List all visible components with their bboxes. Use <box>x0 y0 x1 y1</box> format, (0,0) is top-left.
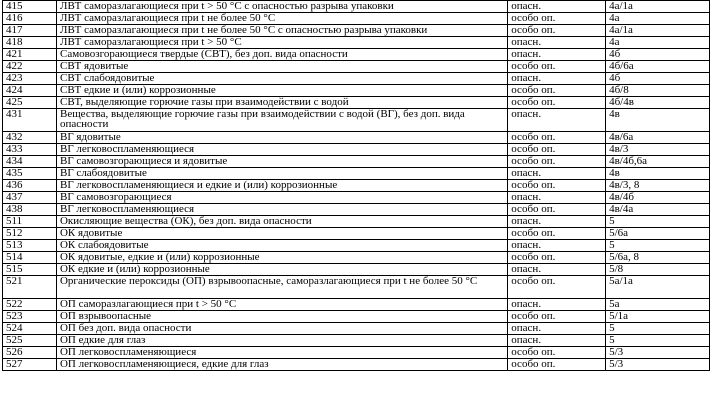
danger-cell: особо оп. <box>508 144 606 156</box>
code-cell: 524 <box>3 323 57 335</box>
danger-cell: опасн. <box>508 192 606 204</box>
table-row <box>3 180 710 192</box>
danger-cell: особо оп. <box>508 85 606 97</box>
name-cell: ВГ самовозгорающиеся и ядовитые <box>56 156 507 168</box>
code-cell: 436 <box>3 180 57 192</box>
table-row <box>3 276 710 299</box>
danger-cell: особо оп. <box>508 97 606 109</box>
table-row <box>3 228 710 240</box>
name-cell: СВТ ядовитые <box>56 61 507 73</box>
table-row <box>3 85 710 97</box>
name-cell: ВГ слабоядовитые <box>56 168 507 180</box>
table-row <box>3 49 710 61</box>
table-row <box>3 132 710 144</box>
name-cell: ОП взрывоопасные <box>56 311 507 323</box>
danger-cell: особо оп. <box>508 132 606 144</box>
danger-cell: особо оп. <box>508 228 606 240</box>
danger-cell: опасн. <box>508 299 606 311</box>
label-cell: 4б/6а <box>606 61 710 73</box>
table-row <box>3 37 710 49</box>
name-cell: ЛВТ саморазлагающиеся при t не более 50 °С с опасностью разрыва упаковки <box>56 25 507 37</box>
label-cell: 4в/3 <box>606 144 710 156</box>
danger-cell: особо оп. <box>508 25 606 37</box>
code-cell: 527 <box>3 359 57 371</box>
table-row <box>3 25 710 37</box>
code-cell: 425 <box>3 97 57 109</box>
code-cell: 526 <box>3 347 57 359</box>
code-cell: 435 <box>3 168 57 180</box>
code-cell: 422 <box>3 61 57 73</box>
code-cell: 525 <box>3 335 57 347</box>
code-cell: 513 <box>3 240 57 252</box>
table-row <box>3 347 710 359</box>
danger-cell: особо оп. <box>508 311 606 323</box>
label-cell: 4а/1а <box>606 1 710 13</box>
label-cell: 4в/6а <box>606 132 710 144</box>
label-cell: 4б/4в <box>606 97 710 109</box>
name-cell: ОП без доп. вида опасности <box>56 323 507 335</box>
danger-cell: опасн. <box>508 264 606 276</box>
name-cell: ОК едкие и (или) коррозионные <box>56 264 507 276</box>
code-cell: 418 <box>3 37 57 49</box>
danger-cell: опасн. <box>508 49 606 61</box>
table-row <box>3 264 710 276</box>
label-cell: 5/6а, 8 <box>606 252 710 264</box>
danger-cell: особо оп. <box>508 276 606 299</box>
table-row <box>3 240 710 252</box>
danger-cell: опасн. <box>508 240 606 252</box>
name-cell: СВТ, выделяющие горючие газы при взаимодействии с водой <box>56 97 507 109</box>
label-cell: 5 <box>606 240 710 252</box>
table-row <box>3 73 710 85</box>
code-cell: 433 <box>3 144 57 156</box>
danger-cell: особо оп. <box>508 359 606 371</box>
name-cell: ЛВТ саморазлагающиеся при t не более 50 °С <box>56 13 507 25</box>
table-row <box>3 168 710 180</box>
table-row <box>3 13 710 25</box>
name-cell: Окисляющие вещества (ОК), без доп. вида опасности <box>56 216 507 228</box>
code-cell: 434 <box>3 156 57 168</box>
name-cell: ЛВТ саморазлагающиеся при t > 50 °С с опасностью разрыва упаковки <box>56 1 507 13</box>
code-cell: 514 <box>3 252 57 264</box>
table-row <box>3 97 710 109</box>
table-row <box>3 252 710 264</box>
danger-cell: особо оп. <box>508 204 606 216</box>
name-cell: СВТ едкие и (или) коррозионные <box>56 85 507 97</box>
danger-cell: особо оп. <box>508 61 606 73</box>
table-row <box>3 156 710 168</box>
code-cell: 423 <box>3 73 57 85</box>
label-cell: 5/1а <box>606 311 710 323</box>
label-cell: 5/3 <box>606 359 710 371</box>
label-cell: 4б/8 <box>606 85 710 97</box>
table-row <box>3 216 710 228</box>
name-cell: ОК слабоядовитые <box>56 240 507 252</box>
danger-cell: опасн. <box>508 37 606 49</box>
name-cell: ВГ легковоспламеняющиеся <box>56 144 507 156</box>
danger-cell: опасн. <box>508 73 606 85</box>
table-row <box>3 192 710 204</box>
label-cell: 5 <box>606 335 710 347</box>
label-cell: 4б <box>606 49 710 61</box>
code-cell: 417 <box>3 25 57 37</box>
label-cell: 4в <box>606 109 710 132</box>
danger-cell: опасн. <box>508 109 606 132</box>
danger-cell: опасн. <box>508 216 606 228</box>
label-cell: 4б <box>606 73 710 85</box>
label-cell: 4а <box>606 13 710 25</box>
name-cell: ВГ самовозгорающиеся <box>56 192 507 204</box>
code-cell: 431 <box>3 109 57 132</box>
label-cell: 4в <box>606 168 710 180</box>
label-cell: 5а <box>606 299 710 311</box>
label-cell: 4а <box>606 37 710 49</box>
name-cell: ОК ядовитые <box>56 228 507 240</box>
table-row <box>3 144 710 156</box>
code-cell: 437 <box>3 192 57 204</box>
label-cell: 4а/1а <box>606 25 710 37</box>
table-row <box>3 204 710 216</box>
danger-cell: особо оп. <box>508 13 606 25</box>
code-cell: 432 <box>3 132 57 144</box>
hazard-classification-table <box>2 0 710 371</box>
label-cell: 4в/3, 8 <box>606 180 710 192</box>
label-cell: 5/8 <box>606 264 710 276</box>
table-body <box>3 1 710 371</box>
code-cell: 511 <box>3 216 57 228</box>
label-cell: 5а/1а <box>606 276 710 299</box>
table-row <box>3 1 710 13</box>
code-cell: 415 <box>3 1 57 13</box>
label-cell: 5 <box>606 216 710 228</box>
table-row <box>3 323 710 335</box>
danger-cell: опасн. <box>508 323 606 335</box>
danger-cell: опасн. <box>508 335 606 347</box>
name-cell: ВГ легковоспламеняющиеся и едкие и (или) коррозионные <box>56 180 507 192</box>
label-cell: 5/6а <box>606 228 710 240</box>
code-cell: 523 <box>3 311 57 323</box>
name-cell: ВГ легковоспламеняющиеся <box>56 204 507 216</box>
label-cell: 4в/4б <box>606 192 710 204</box>
danger-cell: особо оп. <box>508 252 606 264</box>
name-cell: ОП легковоспламеняющиеся, едкие для глаз <box>56 359 507 371</box>
code-cell: 438 <box>3 204 57 216</box>
label-cell: 5 <box>606 323 710 335</box>
code-cell: 521 <box>3 276 57 299</box>
name-cell: ЛВТ саморазлагающиеся при t > 50 °С <box>56 37 507 49</box>
label-cell: 5/3 <box>606 347 710 359</box>
name-cell: Самовозгорающиеся твердые (СВТ), без доп. вида опасности <box>56 49 507 61</box>
code-cell: 421 <box>3 49 57 61</box>
name-cell: Вещества, выделяющие горючие газы при взаимодействии с водой (ВГ), без доп. вида опасности <box>56 109 507 132</box>
name-cell: СВТ слабоядовитые <box>56 73 507 85</box>
table-row <box>3 109 710 132</box>
label-cell: 4в/4а <box>606 204 710 216</box>
danger-cell: опасн. <box>508 1 606 13</box>
code-cell: 416 <box>3 13 57 25</box>
table-row <box>3 335 710 347</box>
name-cell: ОП саморазлагающиеся при t > 50 °С <box>56 299 507 311</box>
table-row <box>3 359 710 371</box>
danger-cell: особо оп. <box>508 347 606 359</box>
name-cell: ОП легковоспламеняющиеся <box>56 347 507 359</box>
table-row <box>3 299 710 311</box>
name-cell: ОП едкие для глаз <box>56 335 507 347</box>
code-cell: 424 <box>3 85 57 97</box>
code-cell: 512 <box>3 228 57 240</box>
danger-cell: опасн. <box>508 168 606 180</box>
name-cell: ОК ядовитые, едкие и (или) коррозионные <box>56 252 507 264</box>
danger-cell: особо оп. <box>508 180 606 192</box>
code-cell: 522 <box>3 299 57 311</box>
name-cell: Органические пероксиды (ОП) взрывоопасные, саморазлагающиеся при t не более 50 °С <box>56 276 507 299</box>
table-row <box>3 311 710 323</box>
danger-cell: особо оп. <box>508 156 606 168</box>
name-cell: ВГ ядовитые <box>56 132 507 144</box>
table-row <box>3 61 710 73</box>
code-cell: 515 <box>3 264 57 276</box>
label-cell: 4в/4б,6а <box>606 156 710 168</box>
